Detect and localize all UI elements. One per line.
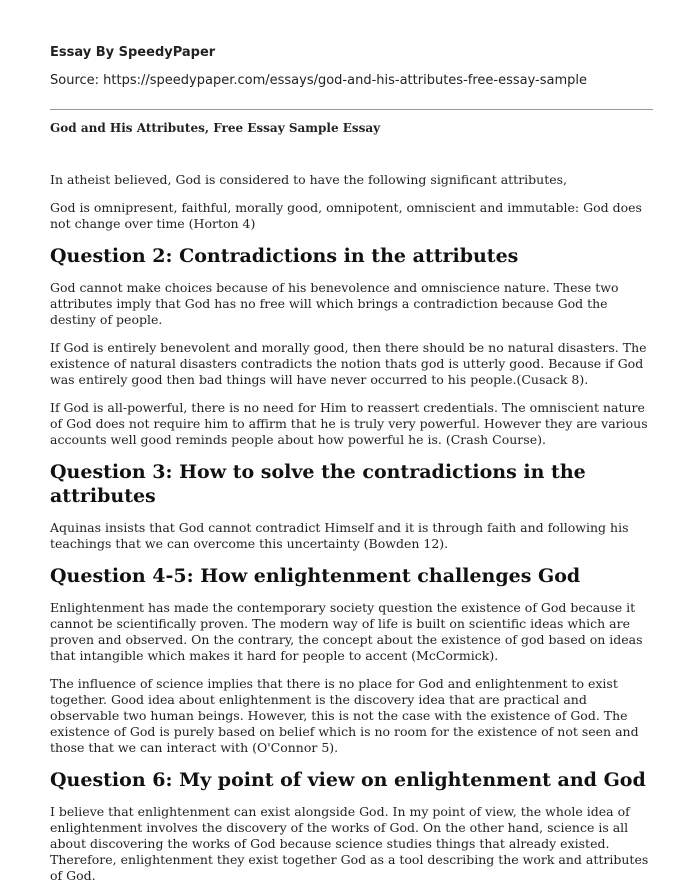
- section-heading: Question 2: Contradictions in the attributes: [50, 245, 519, 267]
- section-paragraph: If God is all-powerful, there is no need for Him to reassert credentials. The omniscient nature of God does not require him to affirm that he is truly very powerful. However they are various accounts well good reminds people about how powerful he is. (Crash Course).: [50, 400, 648, 447]
- brand-title: Essay By SpeedyPaper: [50, 45, 216, 60]
- intro-paragraph: In atheist believed, God is considered to have the following significant attributes,: [50, 172, 568, 187]
- section-heading: Question 3: How to solve the contradictions in the attributes: [50, 461, 586, 507]
- section-paragraph: If God is entirely benevolent and morally good, then there should be no natural disasters. The existence of natural disasters contradicts the notion thats god is utterly good. Because if God was entirely good then bad things will have never occurred to his people.(Cusack 8).: [50, 340, 647, 387]
- section-paragraph: God cannot make choices because of his benevolence and omniscience nature. These two attributes imply that God has no free will which brings a contradiction because God the destiny of people.: [50, 280, 619, 327]
- section-heading: Question 4-5: How enlightenment challenges God: [50, 565, 581, 587]
- section-paragraph: Aquinas insists that God cannot contradict Himself and it is through faith and following his teachings that we can overcome this uncertainty (Bowden 12).: [50, 520, 629, 551]
- section-heading: Question 6: My point of view on enlightenment and God: [50, 769, 646, 791]
- source-line: Source: https://speedypaper.com/essays/god-and-his-attributes-free-essay-sample: [50, 73, 588, 88]
- document-title: God and His Attributes, Free Essay Sample Essay: [50, 121, 381, 135]
- document-body: [50, 172, 653, 896]
- intro-paragraph: God is omnipresent, faithful, morally good, omnipotent, omniscient and immutable: God does not change over time (Horton 4): [50, 200, 642, 231]
- section-paragraph: The influence of science implies that there is no place for God and enlightenment to exist together. Good idea about enlightenment is the discovery idea that are practical and observable two human beings. However, this is not the case with the existence of God. The existence of God is purely based on belief which is no room for the existence of not seen and those that we can interact with (O'Connor 5).: [50, 676, 639, 755]
- section-paragraph: Enlightenment has made the contemporary society question the existence of God because it cannot be scientifically proven. The modern way of life is built on scientific ideas which are proven and observed. On the contrary, the concept about the existence of god based on ideas that intangible which makes it hard for people to accent (McCormick).: [50, 600, 643, 663]
- section-paragraph: I believe that enlightenment can exist alongside God. In my point of view, the whole idea of enlightenment involves the discovery of the works of God. On the other hand, science is all about discovering the works of God because science studies things that already existed. Therefore, enlightenment they exist together God as a tool describing the work and attributes of God.: [50, 804, 649, 883]
- header-divider: [50, 109, 653, 110]
